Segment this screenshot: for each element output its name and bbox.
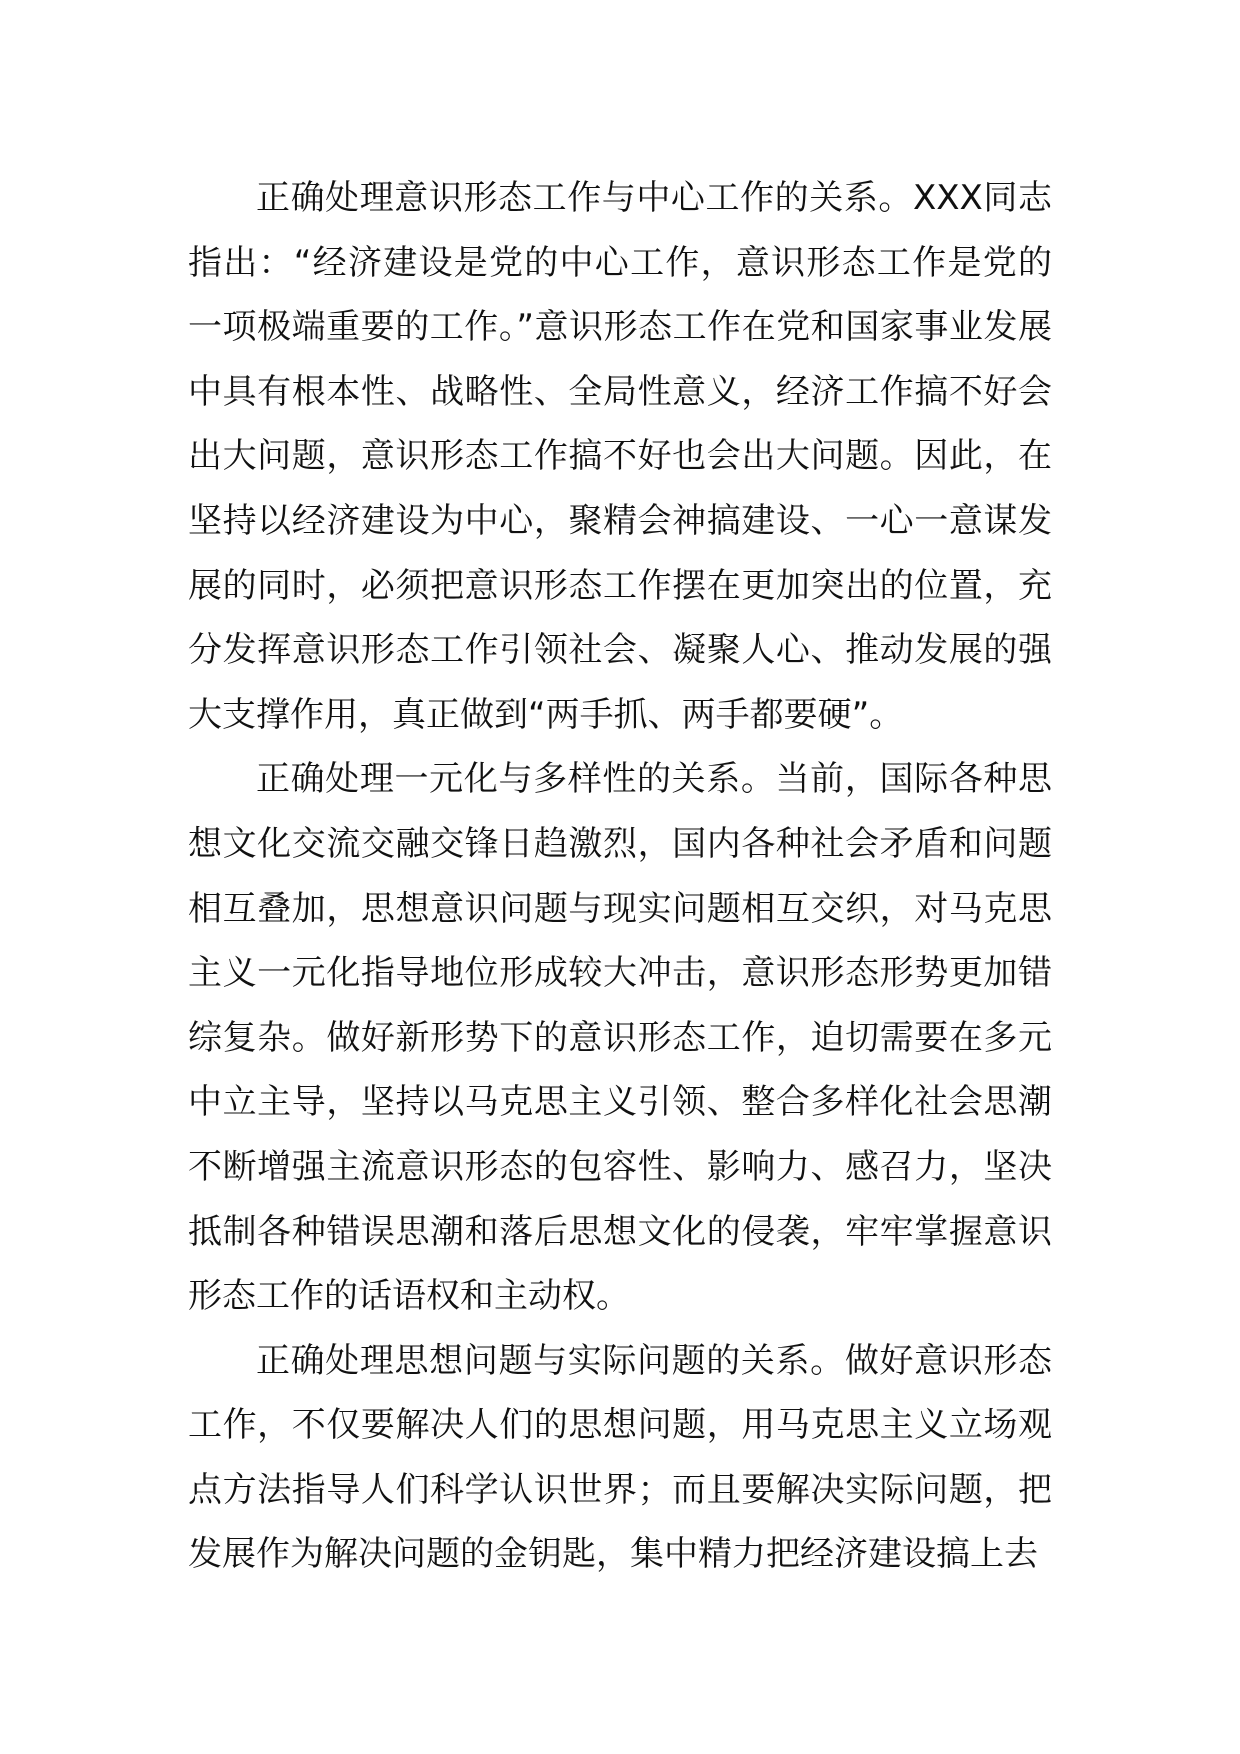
paragraph-ideological-practical: 正确处理思想问题与实际问题的关系。做好意识形态工作，不仅要解决人们的思想问题，用马克思主义立场观点方法指导人们科学认识世界；而且要解决实际问题，把发展作为解决问题的金钥匙，集中精力把经济建设搞上去	[188, 1340, 1052, 1575]
paragraph-unity-diversity: 正确处理一元化与多样性的关系。当前，国际各种思想文化交流交融交锋日趋激烈，国内各种社会矛盾和问题相互叠加，思想意识问题与现实问题相互交织，对马克思主义一元化指导地位形成较大冲击，意识形态形势更加错综复杂。做好新形势下的意识形态工作，迫切需要在多元中立主导，坚持以马克思主义引领、整合多样化社会思潮不断增强主流意识形态的包容性、影响力、感召力，坚决抵制各种错误思潮和落后思想文化的侵袭，牢牢掌握意识形态工作的话语权和主动权。	[188, 759, 1052, 1317]
document-body	[188, 166, 1052, 1587]
paragraph-center-work: 正确处理意识形态工作与中心工作的关系。XXX同志指出：“经济建设是党的中心工作，意识形态工作是党的一项极端重要的工作。”意识形态工作在党和国家事业发展中具有根本性、战略性、全局性意义，经济工作搞不好会出大问题，意识形态工作搞不好也会出大问题。因此，在坚持以经济建设为中心，聚精会神搞建设、一心一意谋发展的同时，必须把意识形态工作摆在更加突出的位置，充分发挥意识形态工作引领社会、凝聚人心、推动发展的强大支撑作用，真正做到“两手抓、两手都要硬”。	[188, 178, 1052, 735]
